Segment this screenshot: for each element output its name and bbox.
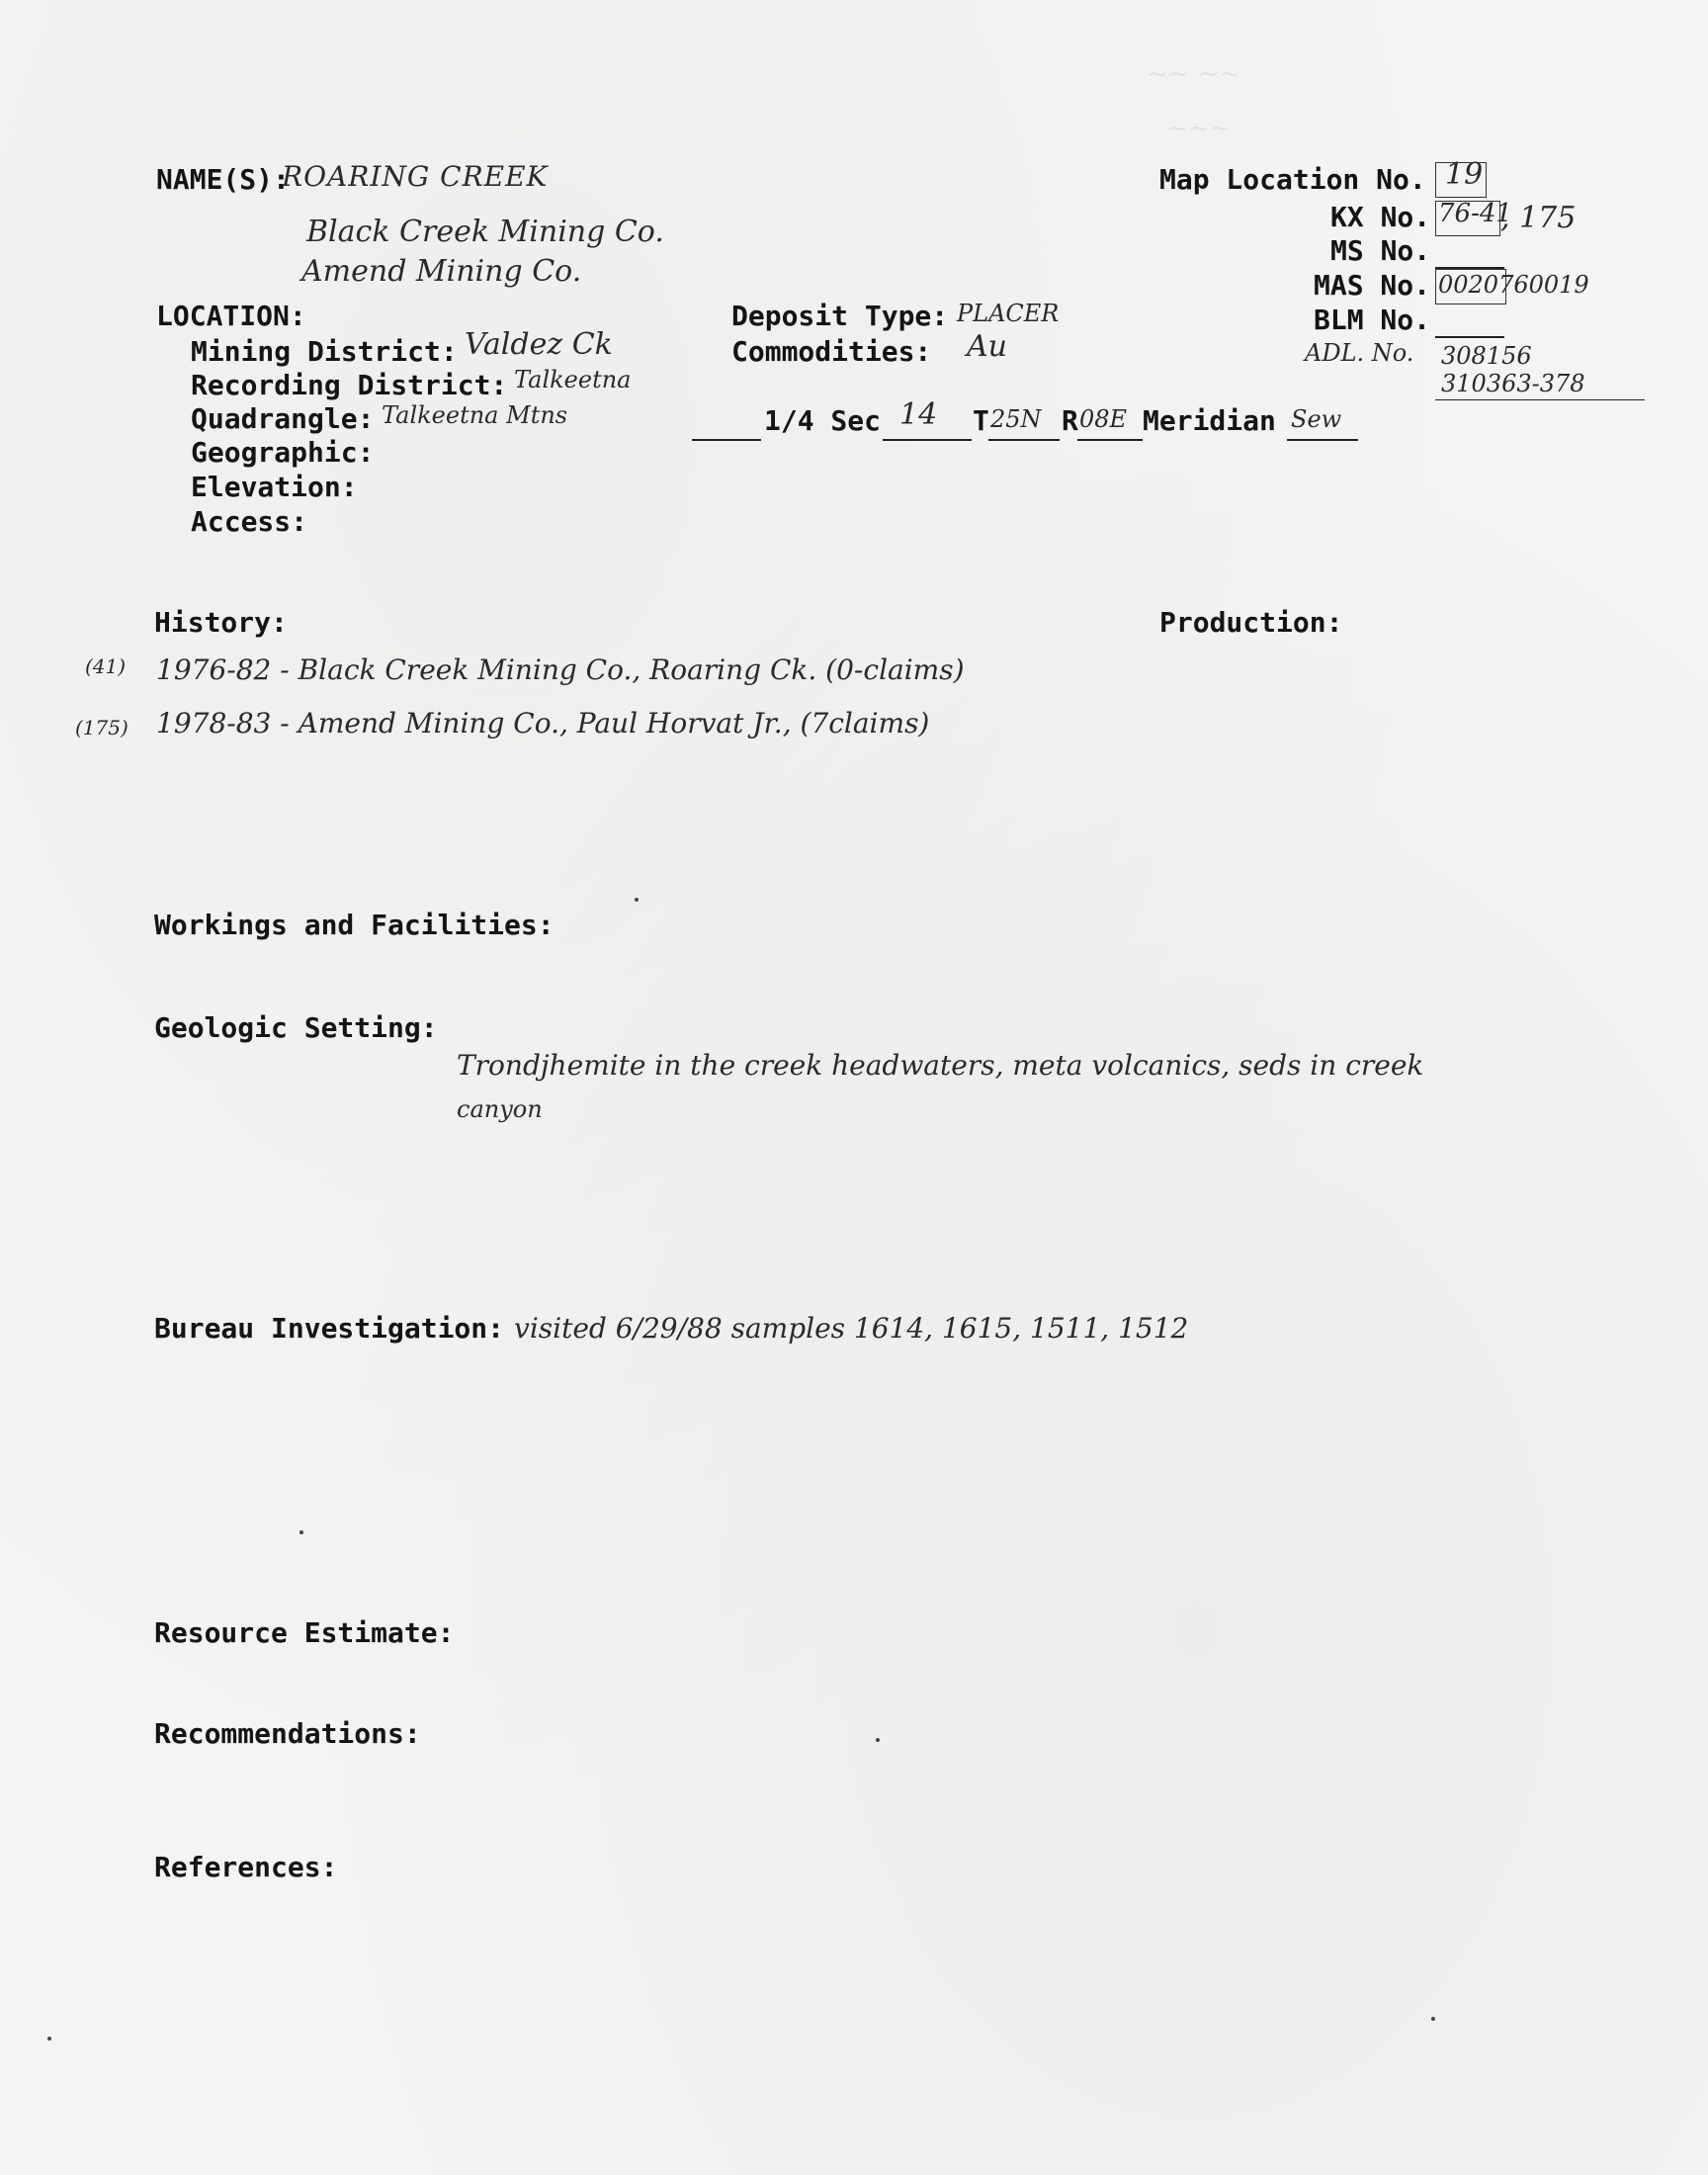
bleed-through-mark: ~~~ (1166, 114, 1232, 143)
dust-speck (1431, 2017, 1435, 2021)
section-blank (883, 439, 972, 441)
geographic-label: Geographic: (191, 436, 375, 469)
adl-value-1: 308156 (1441, 342, 1532, 370)
geologic-line-2: canyon (457, 1095, 543, 1123)
mas-label: MAS No. (1314, 269, 1431, 302)
history-ref-2: (175) (75, 716, 128, 740)
township-value: 25N (990, 405, 1042, 433)
name-value-3: Amend Mining Co. (301, 254, 582, 289)
kx-extra: , 175 (1500, 201, 1577, 235)
history-entry-1: 1976-82 - Black Creek Mining Co., Roaring Ck. (0-claims) (156, 653, 965, 686)
deposit-type-label: Deposit Type: (731, 300, 949, 332)
production-label: Production: (1159, 606, 1343, 639)
adl-label: ADL. No. (1305, 339, 1414, 367)
location-label: LOCATION: (156, 300, 306, 332)
quarter-sec-label: 1/4 Sec (764, 404, 882, 437)
dust-speck (47, 2037, 51, 2041)
map-location-value: 19 (1445, 157, 1484, 192)
elevation-label: Elevation: (191, 471, 358, 503)
recording-district-label: Recording District: (191, 369, 508, 401)
commodities-label: Commodities: (731, 335, 932, 368)
township-blank (988, 439, 1060, 441)
quadrangle-label: Quadrangle: (191, 402, 375, 435)
geologic-line-1: Trondjhemite in the creek headwaters, meta volcanics, seds in creek (457, 1049, 1424, 1082)
quarter-blank (692, 439, 761, 441)
history-entry-2: 1978-83 - Amend Mining Co., Paul Horvat Jr., (7claims) (156, 707, 930, 740)
bureau-value: visited 6/29/88 samples 1614, 1615, 1511, 1512 (514, 1312, 1189, 1345)
history-label: History: (154, 606, 288, 639)
workings-label: Workings and Facilities: (154, 909, 555, 941)
blm-label: BLM No. (1314, 304, 1431, 336)
bureau-label: Bureau Investigation: (154, 1312, 505, 1345)
kx-label: KX No. (1330, 201, 1431, 233)
meridian-label: Meridian (1143, 404, 1276, 437)
adl-underline (1435, 399, 1645, 400)
commodities-value: Au (967, 329, 1007, 364)
recommendations-label: Recommendations: (154, 1717, 421, 1750)
quadrangle-value: Talkeetna Mtns (382, 401, 568, 429)
adl-value-2: 310363-378 (1441, 370, 1585, 397)
meridian-value: Sew (1291, 405, 1342, 433)
dust-speck (635, 898, 639, 902)
range-prefix: R (1062, 404, 1078, 437)
map-location-label: Map Location No. (1159, 163, 1426, 196)
access-label: Access: (191, 505, 308, 538)
resource-label: Resource Estimate: (154, 1616, 455, 1649)
bleed-through-mark: ~~ ~~ (1147, 59, 1241, 89)
geologic-label: Geologic Setting: (154, 1011, 438, 1044)
history-ref-1: (41) (85, 654, 127, 678)
name-value-2: Black Creek Mining Co. (306, 215, 664, 249)
recording-district-value: Talkeetna (514, 366, 632, 393)
meridian-blank (1287, 439, 1358, 441)
section-value: 14 (899, 397, 938, 432)
ms-label: MS No. (1330, 234, 1431, 267)
name-value-1: ROARING CREEK (282, 160, 549, 193)
mas-value: 0020760019 (1438, 271, 1589, 299)
names-label: NAME(S): (156, 163, 290, 196)
references-label: References: (154, 1851, 338, 1883)
range-blank (1077, 439, 1143, 441)
dust-speck (876, 1738, 880, 1742)
township-prefix: T (973, 404, 989, 437)
deposit-type-value: PLACER (957, 300, 1060, 327)
blm-blank (1435, 336, 1504, 338)
mining-district-value: Valdez Ck (465, 327, 613, 362)
range-value: 08E (1079, 405, 1128, 433)
dust-speck (299, 1530, 303, 1534)
kx-value: 76-41 (1438, 199, 1512, 228)
mining-district-label: Mining District: (191, 335, 458, 368)
